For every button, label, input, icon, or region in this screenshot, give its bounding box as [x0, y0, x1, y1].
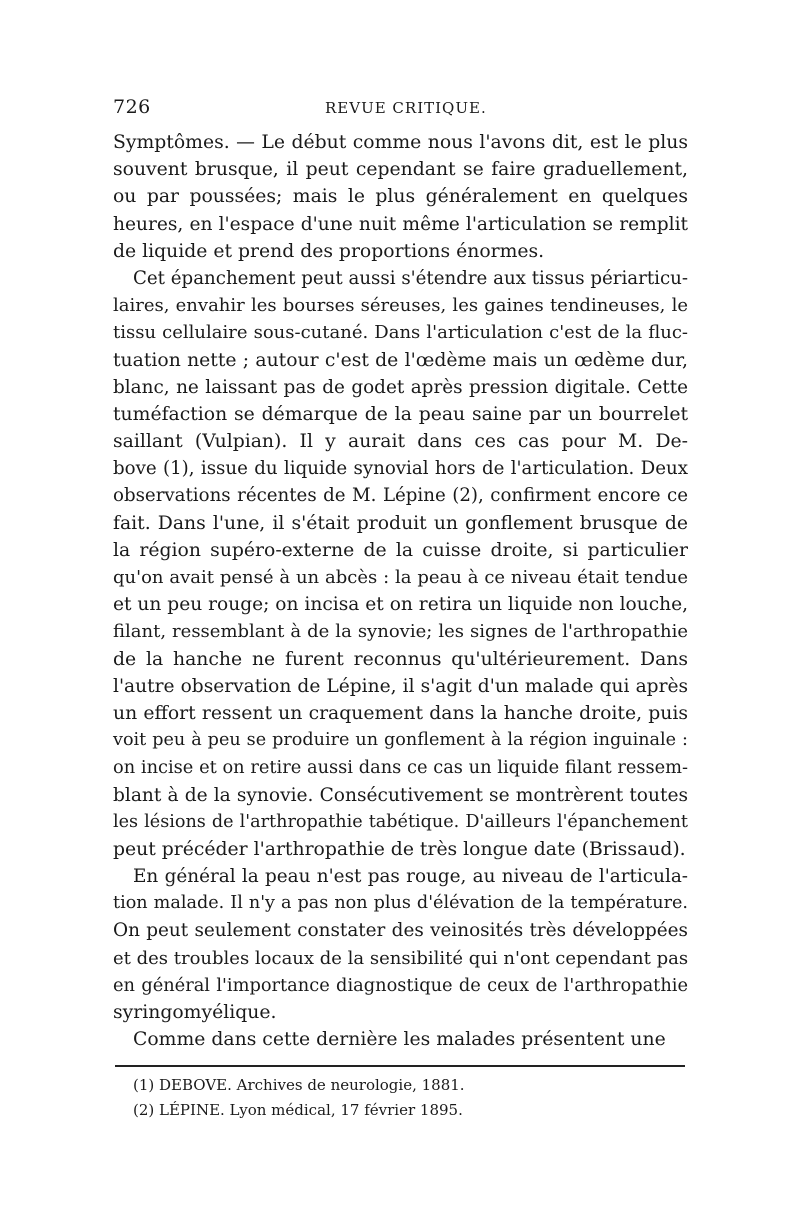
- footnote: (1) DEBOVE. Archives de neurologie, 1881.: [133, 1076, 465, 1094]
- text-line: Symptômes. — Le début comme nous l'avons dit, est le plus: [113, 132, 688, 153]
- text-line: fait. Dans l'une, il s'était produit un gonflement brusque de: [113, 512, 688, 534]
- text-line: tuation nette ; autour c'est de l'œdème mais un œdème dur,: [113, 349, 688, 371]
- text-line: voit peu à peu se produire un gonflement à la région inguinale :: [113, 730, 688, 751]
- text-line: laires, envahir les bourses séreuses, les gaines tendineuses, le: [113, 295, 688, 317]
- text-line: filant, ressemblant à de la synovie; les signes de l'arthropathie: [113, 621, 688, 643]
- body-text: [113, 129, 688, 1053]
- text-line: syringomyélique.: [113, 1002, 277, 1023]
- text-line: observations récentes de M. Lépine (2), confirment encore ce: [113, 485, 688, 507]
- text-line: les lésions de l'arthropathie tabétique. D'ailleurs l'épanchement: [113, 811, 688, 832]
- footnotes: [133, 1073, 673, 1123]
- text-line: la région supéro-externe de la cuisse droite, si particulier: [113, 539, 688, 561]
- text-line: qu'on avait pensé à un abcès : la peau à ce niveau était tendue: [113, 567, 688, 588]
- text-line: On peut seulement constater des veinosités très développées: [113, 920, 688, 942]
- text-line: heures, en l'espace d'une nuit même l'articulation se remplit: [113, 213, 688, 235]
- text-line: tion malade. Il n'y a pas non plus d'élévation de la température.: [113, 893, 688, 914]
- text-line: et un peu rouge; on incisa et on retira un liquide non louche,: [113, 594, 688, 616]
- text-line: En général la peau n'est pas rouge, au niveau de l'articula-: [133, 866, 688, 888]
- text-line: saillant (Vulpian). Il y aurait dans ces cas pour M. De-: [113, 431, 688, 453]
- text-line: tissu cellulaire sous-cutané. Dans l'articulation c'est de la fluc-: [113, 322, 688, 344]
- text-line: blant à de la synovie. Consécutivement se montrèrent toutes: [113, 784, 688, 806]
- text-line: bove (1), issue du liquide synovial hors de l'articulation. Deux: [113, 458, 688, 480]
- footnote: (2) LÉPINE. Lyon médical, 17 février 1895.: [133, 1101, 463, 1119]
- text-line: tuméfaction se démarque de la peau saine par un bourrelet: [113, 403, 688, 425]
- text-line: un effort ressent un craquement dans la hanche droite, puis: [113, 702, 688, 724]
- text-line: en général l'importance diagnostique de ceux de l'arthropathie: [113, 974, 688, 996]
- page-header: [113, 96, 688, 126]
- text-line: et des troubles locaux de la sensibilité qui n'ont cependant pas: [113, 947, 689, 969]
- text-line: peut précéder l'arthropathie de très longue date (Brissaud).: [113, 838, 686, 860]
- text-line: l'autre observation de Lépine, il s'agit d'un malade qui après: [113, 675, 688, 697]
- text-line: on incise et on retire aussi dans ce cas un liquide filant ressem-: [113, 757, 688, 779]
- text-line: ou par poussées; mais le plus généralement en quelques: [113, 186, 688, 208]
- text-line: de liquide et prend des proportions énormes.: [113, 240, 545, 262]
- page-number: 726: [113, 96, 151, 118]
- running-title: REVUE CRITIQUE.: [325, 99, 487, 117]
- text-line: souvent brusque, il peut cependant se faire graduellement,: [113, 159, 688, 181]
- footnote-rule: [115, 1065, 685, 1067]
- text-line: de la hanche ne furent reconnus qu'ultérieurement. Dans: [113, 648, 688, 670]
- text-line: Cet épanchement peut aussi s'étendre aux tissus périarticu-: [133, 267, 688, 289]
- text-line: blanc, ne laissant pas de godet après pression digitale. Cette: [113, 376, 688, 398]
- text-line: Comme dans cette dernière les malades présentent une: [133, 1029, 666, 1051]
